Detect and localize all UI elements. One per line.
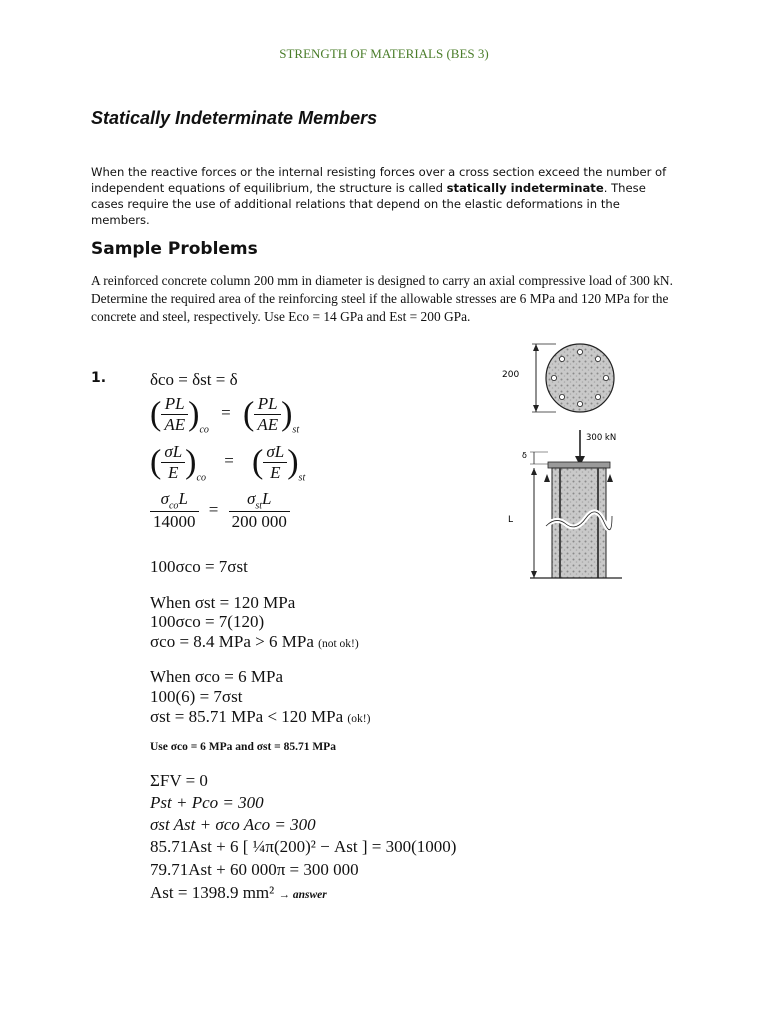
fraction: $\frac{\sigma L}{E}$ bbox=[263, 442, 287, 483]
case-two-result: σst = 85.71 MPa < 120 MPa (ok!) bbox=[150, 707, 371, 726]
problem-number: 1. bbox=[91, 370, 107, 386]
paren: ( bbox=[150, 443, 162, 481]
paren: ) bbox=[287, 443, 299, 481]
substituted-equation: 85.71Ast + 6 [ ¼π(200)² − Ast ] = 300(1000) bbox=[150, 837, 457, 856]
arrow-head bbox=[533, 344, 539, 351]
diameter-label: 200 bbox=[502, 370, 520, 380]
intro-text-1: When the reactive forces or the internal resisting forces over a cross section exceed the number of independent equations of equilibrium, the structure is called bbox=[91, 165, 667, 195]
paren: ) bbox=[281, 395, 293, 433]
paren: ( bbox=[242, 395, 255, 433]
top-plate bbox=[548, 462, 610, 468]
arrow-head bbox=[533, 405, 539, 412]
stress-area-sum: σst Ast + σco Aco = 300 bbox=[150, 815, 316, 834]
paren: ( bbox=[150, 395, 162, 433]
equals-sign: = bbox=[224, 451, 234, 471]
fraction: $\frac{\sigma L}{E}$ bbox=[161, 442, 185, 483]
length-label: L bbox=[508, 515, 514, 525]
fraction: $\frac{PL}{AE}$ bbox=[161, 394, 188, 435]
problem-statement: A reinforced concrete column 200 mm in diameter is designed to carry an axial compressive load of 300 kN. Determine the required area of the reinforcing steel if the allowable stresses are 6 MPa and 120 MPa for the concrete and steel, respectively. Use Eco = 14 GPa and Est = 200 GPa. bbox=[91, 273, 673, 324]
paren: ) bbox=[188, 395, 200, 433]
paren: ( bbox=[252, 443, 264, 481]
equals-sign: = bbox=[221, 403, 231, 423]
document-header: STRENGTH OF MATERIALS (BES 3) bbox=[279, 46, 489, 61]
case-two-condition: When σco = 6 MPa bbox=[150, 667, 284, 686]
section-title: Sample Problems bbox=[91, 239, 258, 259]
equation-sigma-l-e: ( $\frac{\sigma L}{E}$ )$_{co}$ = ( $\frac{\sigma L}{E}$ )$_{st}$ bbox=[150, 442, 306, 484]
intro-text-2: . These cases require the use of additional relations that depend on the elastic deformations in the members. bbox=[91, 181, 646, 227]
delta-label: δ bbox=[522, 451, 527, 460]
fraction: $\frac{PL}{AE}$ bbox=[254, 394, 281, 435]
case-one-condition: When σst = 120 MPa bbox=[150, 593, 296, 612]
case-two-step: 100(6) = 7σst bbox=[150, 687, 243, 706]
fraction: $\frac{\sigma_{co}L}{14000}$ bbox=[150, 489, 199, 532]
intro-paragraph bbox=[91, 164, 681, 228]
page-title: Statically Indeterminate Members bbox=[91, 108, 378, 128]
fraction: $\frac{\sigma_{st}L}{200 000}$ bbox=[229, 489, 290, 532]
case-one-step: 100σco = 7(120) bbox=[150, 612, 265, 631]
simplified-equation: 79.71Ast + 60 000π = 300 000 bbox=[150, 860, 359, 879]
load-label: 300 kN bbox=[586, 433, 617, 443]
paren: ) bbox=[185, 443, 197, 481]
chosen-stresses: Use σco = 6 MPa and σst = 85.71 MPa bbox=[150, 741, 336, 753]
column-figure bbox=[500, 336, 630, 584]
equation-ratio bbox=[150, 489, 290, 532]
equation-deformation: δco = δst = δ bbox=[150, 370, 238, 389]
equilibrium-equation: ΣFV = 0 bbox=[150, 771, 208, 790]
equals-sign: = bbox=[208, 499, 219, 519]
intro-bold-term: statically indeterminate bbox=[446, 181, 604, 195]
equation-pl-ae: ( $\frac{PL}{AE}$ )$_{co}$ = ( $\frac{PL}{AE}$ )$_{st}$ bbox=[150, 394, 300, 436]
case-one-result: σco = 8.4 MPa > 6 MPa (not ok!) bbox=[150, 632, 359, 651]
equation-relation: 100σco = 7σst bbox=[150, 557, 248, 576]
force-sum: Pst + Pco = 300 bbox=[150, 793, 264, 812]
final-answer: Ast = 1398.9 mm² → answer bbox=[150, 883, 327, 902]
